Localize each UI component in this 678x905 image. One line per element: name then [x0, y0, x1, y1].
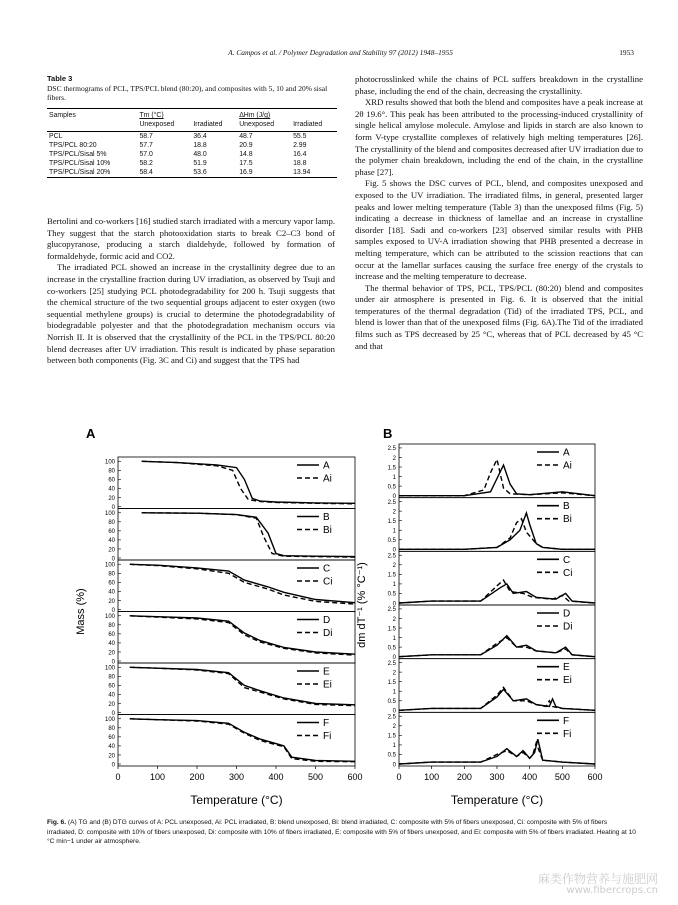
y-tick-label: 0.5	[387, 645, 396, 652]
x-tick-label: 600	[347, 772, 363, 782]
paragraph: The irradiated PCL showed an increase in the crystallinity degree due to an increase in the crystalline fraction during UV irradiation, as observed by Tsuji and co-workers [25] studying PCL photodegradability for 200 h. Tsuji suggests that the chemical structure of the two sequential groups adjacent to ester oxygen (two sequential methylene groups) is crucial to determine the photodegradability of biodegradable polyester and that the photodegradation mechanism occurs via Norrish II. It is observed that the crystallinity of the PCL in the TPS/PCL 80:20 blend decreases after UV irradiation. This result is indicated by phase separation between both components (Fig. 3C and Ci) and suggest that the TPS had	[47, 262, 335, 366]
subplot-frame	[118, 560, 355, 612]
cell: 2.99	[293, 142, 307, 149]
legend-label: E	[323, 666, 330, 678]
table-row	[47, 159, 337, 168]
y-tick-label: 0	[392, 762, 396, 769]
legend-label: D	[563, 608, 571, 620]
cell: 20.9	[239, 142, 253, 149]
tg-plot	[75, 457, 363, 807]
x-tick-label: 500	[554, 772, 570, 782]
y-tick-label: 1.5	[387, 518, 396, 525]
y-tick-label: 2.5	[387, 553, 396, 560]
y-tick-label: 1.5	[387, 626, 396, 633]
watermark-url: www.fibercrops.cn	[566, 885, 658, 896]
paragraph: XRD results showed that both the blend and composites have a peak increase at 2θ 19.6°. This peak has been attributed to the processing-induced crystallinity of single helical amylose molecule. Amylose and lipids in starch are also known to form V-type crystallite complexes of relatively high melting temperatures [26]. The crystallinity of the blend and composites decreased after UV irradiation due to the polymer chain breakdown, including the end of the chain, in the crystalline phase [27].	[355, 97, 643, 177]
legend-label: B	[563, 501, 570, 513]
y-tick-label: 80	[108, 468, 115, 475]
series-line-C	[399, 584, 595, 603]
right-column-text	[355, 74, 643, 352]
y-tick-label: 2	[392, 509, 396, 516]
legend-label: Ai	[323, 473, 332, 485]
y-tick-label: 1.5	[387, 733, 396, 740]
cell: TPS/PCL/Sisal 20%	[47, 168, 137, 178]
legend-label: Di	[563, 621, 573, 633]
legend-label: Ei	[563, 675, 572, 687]
table-caption	[47, 74, 335, 103]
y-tick-label: 80	[108, 726, 115, 733]
series-line-E	[399, 689, 595, 710]
subplot-frame	[118, 663, 355, 715]
x-tick-label: 300	[228, 772, 245, 782]
y-tick-label: 0.5	[387, 484, 396, 491]
y-tick-label: 100	[104, 614, 115, 621]
cell: 13.94	[291, 168, 337, 178]
y-tick-label: 0.5	[387, 699, 396, 706]
legend-label: C	[563, 554, 571, 566]
y-tick-label: 60	[108, 477, 115, 484]
cell: 18.8	[293, 160, 307, 167]
y-tick-label: 2	[392, 670, 396, 677]
paragraph: photocrosslinked while the chains of PCL suffers breakdown in the crystalline phase, including the end of the chain, decreasing the crystallinity.	[355, 74, 643, 96]
figure-6	[0, 420, 678, 820]
figure-caption	[47, 818, 637, 847]
cell: PCL	[49, 133, 63, 140]
cell: 48.0	[193, 151, 207, 158]
table-row	[47, 150, 337, 159]
legend-label: A	[563, 447, 570, 459]
table-title: Table 3	[47, 74, 73, 83]
cell: 58.2	[139, 160, 153, 167]
y-tick-label: 0.5	[387, 591, 396, 598]
legend-label: A	[323, 460, 330, 472]
legend-label: Fi	[563, 728, 572, 740]
x-tick-label: 200	[456, 772, 472, 782]
y-tick-label: 1	[392, 582, 396, 589]
panel-b-label: B	[383, 426, 393, 441]
x-tick-label: 300	[489, 772, 505, 782]
cell: 51.9	[193, 160, 207, 167]
y-tick-label: 1.5	[387, 572, 396, 579]
watermark-cn: 麻类作物营养与施肥网	[537, 872, 658, 886]
y-tick-label: 60	[108, 580, 115, 587]
cell: TPS/PCL/Sisal 5%	[49, 151, 107, 158]
y-tick-label: 80	[108, 674, 115, 681]
y-tick-label: 2	[392, 563, 396, 570]
y-tick-label: 100	[104, 665, 115, 672]
col-blank	[47, 120, 137, 132]
cell: TPS/PCL/Sisal 10%	[49, 160, 111, 167]
x-tick-label: 100	[424, 772, 440, 782]
table-row	[47, 168, 337, 178]
y-tick-label: 20	[108, 547, 115, 554]
x-tick-label: 400	[522, 772, 538, 782]
series-line-D	[130, 616, 355, 654]
y-tick-label: 2.5	[387, 660, 396, 667]
cell: 55.5	[293, 133, 307, 140]
y-tick-label: 20	[108, 495, 115, 502]
paragraph: Bertolini and co-workers [16] studied starch irradiated with a mercury vapor lamp. They suggest that the starch photooxidation starts to break C2–C3 bond of glucopyranose, producing a starch dialdehyde, followed by formation of formaldehyde, formic acid and CO2.	[47, 216, 335, 261]
y-tick-label: 40	[108, 692, 115, 699]
y-tick-label: 20	[108, 650, 115, 657]
subplot-frame	[118, 612, 355, 664]
cell: 53.6	[191, 168, 237, 178]
series-line-Fi	[399, 743, 595, 764]
y-axis-label: Mass (%)	[75, 588, 87, 635]
legend-label: D	[323, 615, 331, 626]
y-tick-label: 80	[108, 571, 115, 578]
legend-label: Di	[323, 628, 333, 639]
series-line-F	[130, 719, 355, 762]
y-tick-label: 1.5	[387, 465, 396, 472]
series-line-Ci	[130, 564, 355, 604]
series-line-E	[130, 667, 355, 705]
y-tick-label: 1	[392, 689, 396, 696]
cell: TPS/PCL 80:20	[49, 142, 97, 149]
y-tick-label: 0	[392, 708, 396, 715]
col-dh: ΔHm (J/g)	[237, 109, 337, 121]
dsc-table	[47, 108, 337, 178]
y-tick-label: 40	[108, 486, 115, 493]
y-tick-label: 0	[392, 601, 396, 608]
dtg-plot	[356, 444, 603, 807]
col-samples: Samples	[47, 109, 137, 121]
y-tick-label: 40	[108, 641, 115, 648]
y-tick-label: 0	[392, 654, 396, 661]
y-tick-label: 60	[108, 529, 115, 536]
y-tick-label: 40	[108, 744, 115, 751]
cell: 18.8	[193, 142, 207, 149]
sub-irradiated: Irradiated	[291, 120, 337, 132]
cell: 58.7	[139, 133, 153, 140]
cell: 14.8	[239, 151, 253, 158]
series-line-Di	[130, 616, 355, 655]
y-tick-label: 1	[392, 474, 396, 481]
y-tick-label: 0	[111, 659, 115, 666]
y-tick-label: 2	[392, 455, 396, 462]
paragraph: The thermal behavior of TPS, PCL, TPS/PCL (80:20) blend and composites under air atmosphere is presented in Fig. 6. It is observed that the initial temperatures of the thermal degradation (Tid) of the irradiated TPS, PCL, and blend is lower than that of the unexposed films (Fig. 6A).The Tid of the irradiated films such as TPS decreased by 25 °C, whereas that of PCL decreased by 45 °C and that	[355, 282, 643, 351]
y-tick-label: 0	[111, 556, 115, 563]
y-tick-label: 0.5	[387, 752, 396, 759]
sub-unexposed: Unexposed	[137, 120, 191, 132]
y-tick-label: 1	[392, 528, 396, 535]
panel-a-label: A	[86, 426, 96, 441]
subplot-frame	[118, 457, 355, 509]
y-axis-label: dm dT⁻¹ (% °C⁻¹)	[356, 562, 368, 648]
series-line-F	[399, 739, 595, 764]
cell: 48.7	[239, 133, 253, 140]
x-tick-label: 600	[587, 772, 603, 782]
x-tick-label: 0	[396, 772, 402, 782]
series-line-Ci	[399, 580, 595, 603]
sub-irradiated: Irradiated	[191, 120, 237, 132]
x-tick-label: 0	[115, 772, 121, 782]
subplot-frame	[118, 715, 355, 767]
legend-label: Bi	[563, 514, 572, 526]
series-line-Ei	[130, 667, 355, 705]
y-tick-label: 20	[108, 753, 115, 760]
y-tick-label: 1	[392, 635, 396, 642]
y-tick-label: 0	[111, 504, 115, 511]
y-tick-label: 2	[392, 724, 396, 731]
legend-label: Ai	[563, 460, 572, 472]
y-tick-label: 2	[392, 616, 396, 623]
legend-label: Ei	[323, 679, 332, 691]
x-axis-label: Temperature (°C)	[190, 793, 283, 807]
y-tick-label: 0	[111, 607, 115, 614]
series-line-Ei	[399, 687, 595, 710]
y-tick-label: 100	[104, 459, 115, 466]
page-number: 1953	[619, 48, 634, 57]
legend-label: E	[563, 662, 570, 674]
legend-label: Ci	[323, 576, 333, 588]
y-tick-label: 0	[111, 710, 115, 717]
y-tick-label: 80	[108, 520, 115, 527]
series-line-C	[130, 564, 355, 602]
y-tick-label: 100	[104, 717, 115, 724]
y-tick-label: 100	[104, 562, 115, 569]
y-tick-label: 20	[108, 701, 115, 708]
x-tick-label: 400	[268, 772, 284, 782]
y-tick-label: 1.5	[387, 679, 396, 686]
paragraph: Fig. 5 shows the DSC curves of PCL, blend, and composites unexposed and exposed to the UV irradiation. The irradiated films, in general, presented larger peaks and lower melting temperature (Table 3) than the unexposed films (Fig. 5) indicating a decrease in thickness of lamellae and an increase in crystalline disorder [18]. Sadi and co-workers [23] observed similar results with PHB samples exposed to UV-A irradiation showing that PHB presented a decrease in melting temperature, which can be attributed to the scission reactions that can occur at the lamellar surfaces causing the surface free energy of the crystals to increase and the melting temperature to decrease.	[355, 178, 643, 282]
y-tick-label: 2.5	[387, 714, 396, 721]
y-tick-label: 20	[108, 598, 115, 605]
x-tick-label: 100	[149, 772, 166, 782]
cell: 36.4	[193, 133, 207, 140]
cell: 17.5	[239, 160, 253, 167]
table-caption-text: DSC thermograms of PCL, TPS/PCL blend (80:20), and composites with 5, 10 and 20% sisal fibers.	[47, 83, 328, 103]
legend-label: C	[323, 563, 331, 575]
col-tm: Tm (°C)	[137, 109, 237, 121]
x-axis-label: Temperature (°C)	[450, 793, 544, 807]
series-line-D	[399, 636, 595, 657]
y-tick-label: 100	[104, 511, 115, 518]
cell: 58.4	[137, 168, 191, 178]
cell: 16.4	[293, 151, 307, 158]
running-header	[47, 48, 634, 62]
y-tick-label: 40	[108, 538, 115, 545]
x-tick-label: 200	[189, 772, 205, 782]
cell: 57.7	[139, 142, 153, 149]
y-tick-label: 40	[108, 589, 115, 596]
table-row	[47, 132, 337, 142]
x-tick-label: 500	[307, 772, 324, 782]
legend-label: Ci	[563, 567, 573, 579]
series-line-Fi	[130, 719, 355, 762]
y-tick-label: 0	[392, 493, 396, 500]
legend-label: F	[563, 715, 570, 727]
legend-label: Bi	[323, 525, 332, 536]
figure-caption-text: (A) TG and (B) DTG curves of A: PCL unexposed, Ai: PCL irradiated, B: blend unexposed, Bi: blend irradiated, C: composite with 5% of fibers unexposed, Ci: composite with 5% of fibers irradiated, D: composite with 10% of fibers unexposed, Di: composite with 10% of fibers irradiated, E: composite with 5% of fibers unexposed, and Ei: composite with 5% of fibers irradiated. Heating at 10 °C min−1 under air atmosphere.	[47, 819, 636, 845]
figure-label: Fig. 6.	[47, 819, 67, 826]
y-tick-label: 60	[108, 735, 115, 742]
y-tick-label: 60	[108, 683, 115, 690]
y-tick-label: 2.5	[387, 446, 396, 453]
left-column-text	[47, 216, 335, 367]
sub-unexposed: Unexposed	[237, 120, 291, 132]
journal-citation: A. Campos et al. / Polymer Degradation and Stability 97 (2012) 1948–1955	[228, 48, 453, 57]
legend-label: B	[323, 512, 330, 523]
y-tick-label: 0	[111, 762, 115, 769]
table-row	[47, 141, 337, 150]
y-tick-label: 80	[108, 623, 115, 630]
y-tick-label: 0	[392, 547, 396, 554]
cell: 16.9	[237, 168, 291, 178]
y-tick-label: 2.5	[387, 607, 396, 614]
legend-label: Fi	[323, 731, 332, 742]
y-tick-label: 0.5	[387, 538, 396, 545]
legend-label: F	[323, 718, 330, 729]
y-tick-label: 2.5	[387, 499, 396, 506]
y-tick-label: 60	[108, 632, 115, 639]
y-tick-label: 1	[392, 743, 396, 750]
subplot-frame	[118, 509, 355, 561]
cell: 57.0	[139, 151, 153, 158]
